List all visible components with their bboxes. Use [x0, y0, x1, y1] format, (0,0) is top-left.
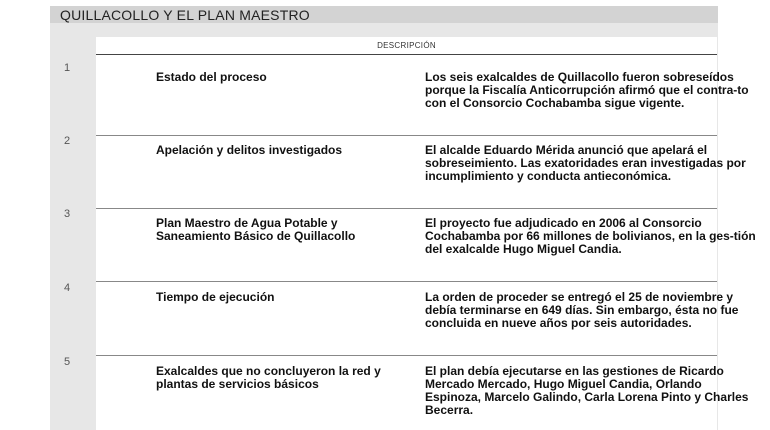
row-4-description: La orden de proceder se entregó el 25 de noviembre y debía terminarse en 649 días. Sin embargo, ésta no fue concluida en nueve años por seis autoridades.: [425, 290, 739, 330]
row-5-number: 5: [64, 356, 71, 368]
row-5-label: Exalcaldes que no concluyeron la red y plantas de servicios básicos: [156, 364, 381, 391]
row-4-number: 4: [64, 282, 71, 294]
row-divider: [96, 135, 717, 136]
title-bar: [50, 6, 718, 23]
column-header-description: DESCRIPCIÓN: [377, 41, 436, 50]
row-5-description: El plan debía ejecutarse en las gestiones de Ricardo Mercado Mercado, Hugo Miguel Candia, Orlando Espinoza, Marcelo Galindo, Carla Lorena Pinto y Charles Becerra.: [425, 364, 749, 417]
page-title: QUILLACOLLO Y EL PLAN MAESTRO: [60, 7, 310, 23]
row-divider: [96, 355, 717, 356]
row-1-number: 1: [64, 62, 71, 74]
row-2-description: El alcalde Eduardo Mérida anunció que apelará el sobreseimiento. Las exatoridades eran investigadas por incumplimiento y conducta antieconómica.: [425, 143, 746, 183]
row-1-description: Los seis exalcaldes de Quillacollo fueron sobreseídos porque la Fiscalía Anticorrupción afirmó que el contra-to con el Consorcio Cochabamba sigue vigente.: [425, 70, 749, 110]
row-2-label: Apelación y delitos investigados: [156, 143, 343, 157]
row-1-label: Estado del proceso: [156, 70, 267, 84]
infographic-panel: [50, 6, 756, 430]
row-2-number: 2: [64, 135, 71, 147]
row-3-number: 3: [64, 208, 71, 220]
row-3-description: El proyecto fue adjudicado en 2006 al Consorcio Cochabamba por 66 millones de bolivianos, en la ges-tión del exalcalde Hugo Miguel Candia.: [425, 216, 756, 256]
header-divider: [96, 54, 717, 55]
row-divider: [96, 208, 717, 209]
row-3-label: Plan Maestro de Agua Potable y Saneamiento Básico de Quillacollo: [156, 216, 356, 243]
table: [96, 37, 756, 430]
row-divider: [96, 281, 717, 282]
row-4-label: Tiempo de ejecución: [156, 290, 275, 304]
